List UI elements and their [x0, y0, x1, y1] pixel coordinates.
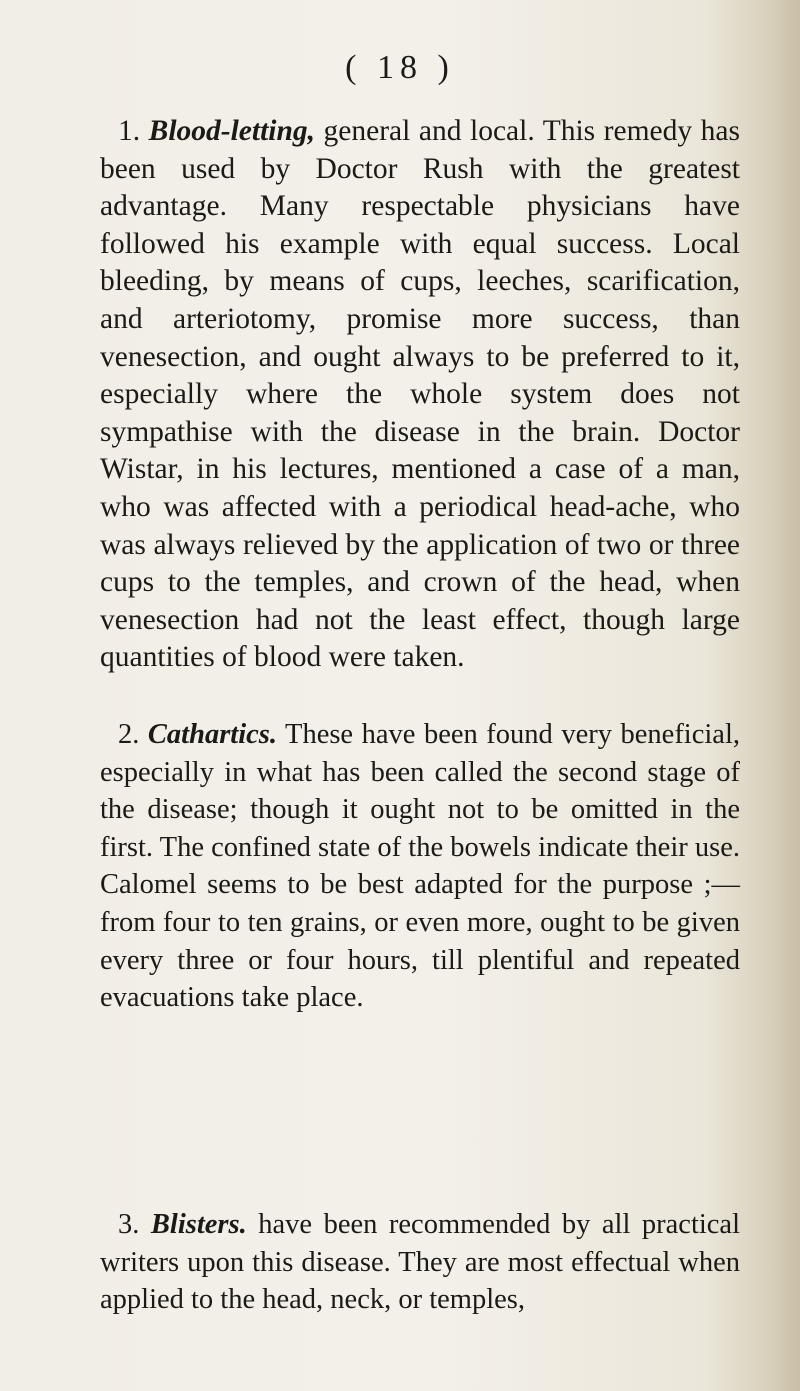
paragraph-text: have been recommended by all practical writers upon this disease. They are most effectual when applied to the head, neck, or temples,: [100, 1209, 740, 1316]
paragraph-heading: Cathartics.: [147, 719, 277, 750]
paragraph-text: general and local. This remedy has been used by Doctor Rush with the greatest advantage. Many respectable physicians have followed his example with equal success. Local bleeding, by means of cups, leeches, scarification, and arteriotomy, promise more success, than venesection, and ought always to be preferred to it, especially where the whole system does not sympathise with the disease in the brain. Doctor Wistar, in his lectures, mentioned a case of a man, who was affected with a periodical head-ache, who was always relieved by the application of two or three cups to the temples, and crown of the head, when venesection had not the least effect, though large quantities of blood were taken.: [100, 115, 740, 674]
page-edge-shadow: [772, 0, 800, 1391]
page-number: ( 18 ): [345, 49, 455, 86]
paragraph-cathartics: [100, 716, 740, 1017]
paragraph-number: 1.: [118, 115, 141, 147]
paragraph-number: 3.: [118, 1209, 140, 1240]
paragraph-number: 2.: [118, 719, 140, 750]
paragraph-heading: Blood-letting,: [148, 115, 316, 147]
paragraph-heading: Blisters.: [150, 1209, 247, 1240]
paragraph-text: These have been found very beneficial, especially in what has been called the second stage of the disease; though it ought not to be omitted in the first. The confined state of the bowels indicate their use. Calomel seems to be best adapted for the purpose ;—from four to ten grains, or even more, ought to be given every three or four hours, till plentiful and repeated evacuations take place.: [100, 719, 740, 1014]
paragraph-blisters: [100, 1206, 740, 1319]
paragraph-blood-letting: [100, 113, 740, 677]
